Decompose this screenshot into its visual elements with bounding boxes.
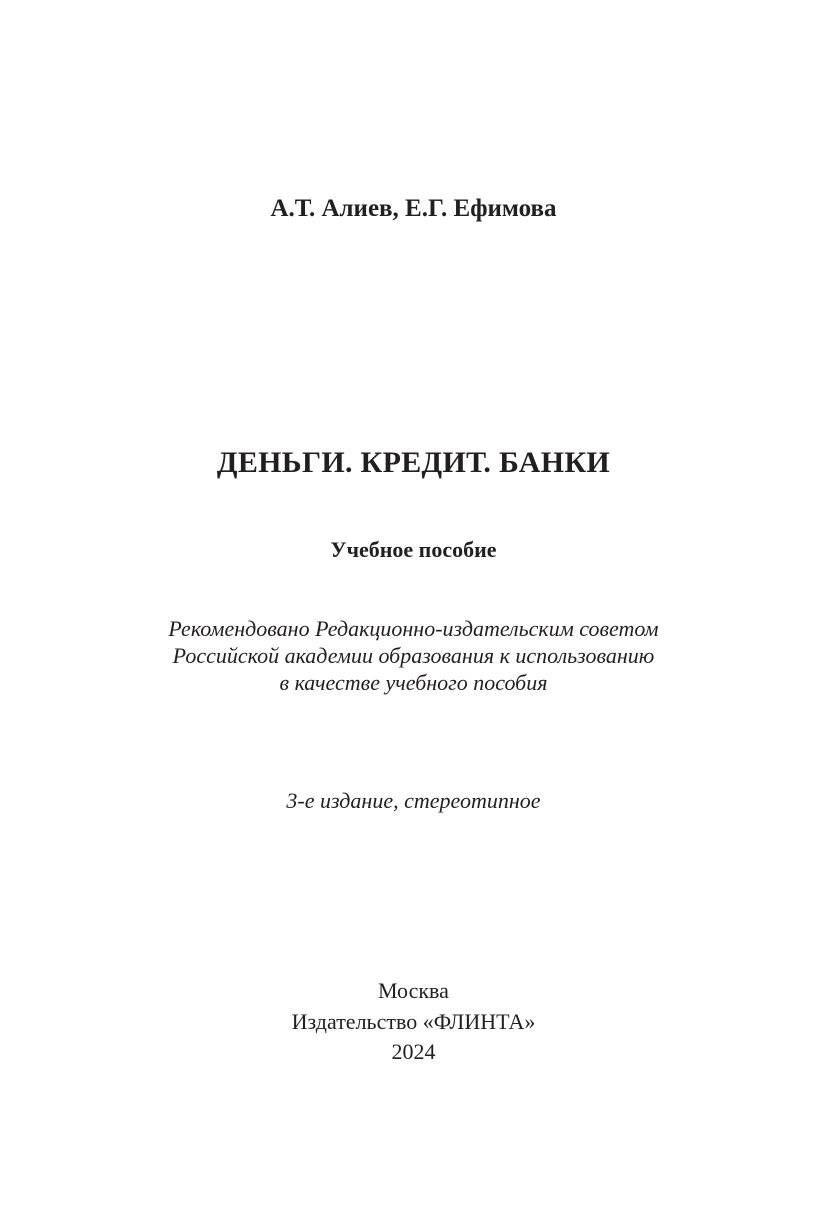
book-title: ДЕНЬГИ. КРЕДИТ. БАНКИ: [216, 446, 611, 479]
authors: А.Т. Алиев, Е.Г. Ефимова: [270, 195, 557, 222]
recommendation-line: Рекомендовано Редакционно-издательским советом: [168, 616, 659, 641]
recommendation-line: в качестве учебного пособия: [279, 670, 548, 695]
imprint-block: [0, 976, 827, 1068]
book-subtitle: Учебное пособие: [330, 537, 497, 562]
imprint-year: 2024: [391, 1039, 436, 1064]
edition-note: 3-е издание, стереотипное: [286, 788, 541, 813]
imprint-city: Москва: [378, 978, 449, 1003]
imprint-publisher: Издательство «ФЛИНТА»: [291, 1008, 536, 1034]
recommendation-line: Российской академии образования к использованию: [172, 643, 655, 668]
recommendation-block: [0, 615, 827, 696]
